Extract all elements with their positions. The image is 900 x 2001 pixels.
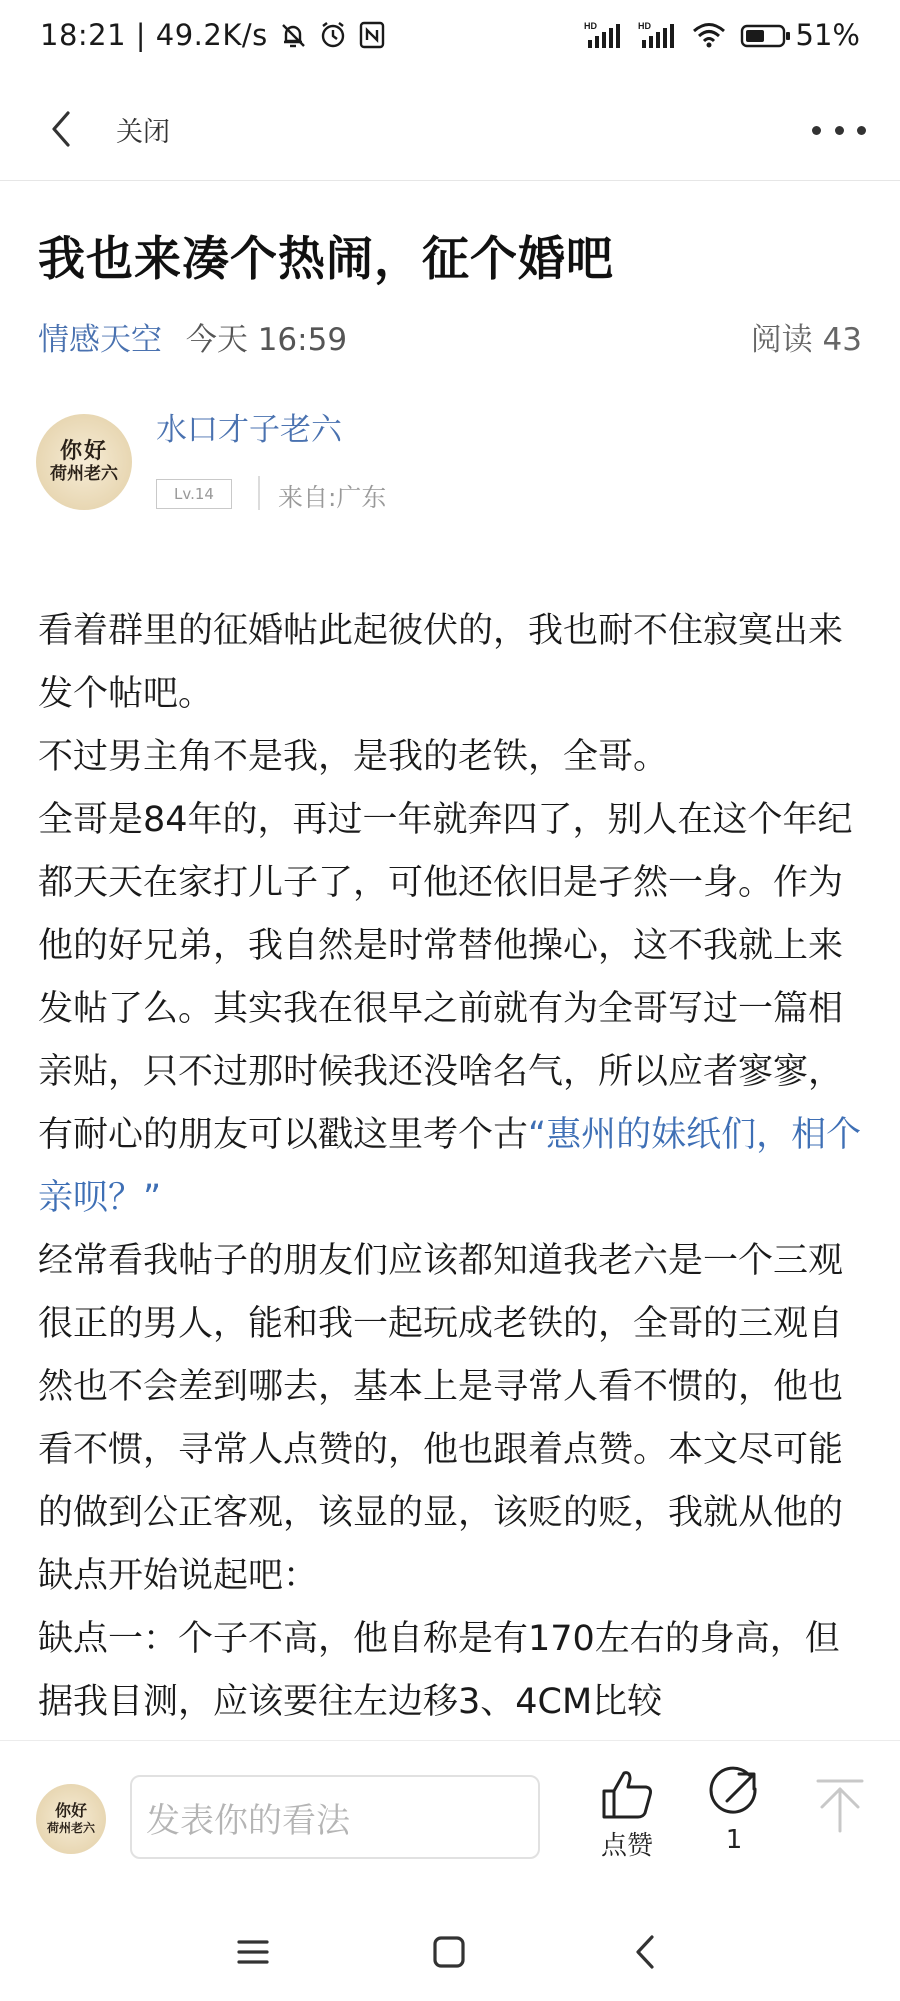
- read-count: 阅读 43: [750, 322, 862, 358]
- status-time-speed: 18:21 | 49.2K/s: [40, 18, 268, 52]
- divider: [258, 476, 260, 510]
- post-body: [38, 600, 870, 1734]
- avatar-text-line2: 荷州老六: [50, 464, 118, 484]
- thumbs-up-icon: [598, 1765, 656, 1823]
- body-paragraph: 经常看我帖子的朋友们应该都知道我老六是一个三观很正的男人，能和我一起玩成老铁的，全哥的三观自然也不会差到哪去，基本上是寻常人看不惯的，他也看不惯，寻常人点赞的，他也跟着点赞。本文尽可能的做到公正客观，该显的显，该贬的贬，我就从他的缺点开始说起吧：: [38, 1241, 844, 1596]
- author-name[interactable]: 水口才子老六: [156, 412, 342, 448]
- post-title: 我也来凑个热闹，征个婚吧: [38, 232, 614, 287]
- body-paragraph: 缺点一：个子不高，他自称是有170左右的身高，但据我目测，应该要往左边移3、4CM比较: [38, 1619, 840, 1722]
- hd-signal-icon: [638, 20, 678, 50]
- comment-placeholder: 发表你的看法: [146, 1800, 350, 1841]
- body-paragraph: 看着群里的征婚帖此起彼伏的，我也耐不住寂寞出来发个帖吧。: [38, 611, 844, 714]
- author-location: 来自:广东: [278, 483, 387, 512]
- level-badge: Lv.14: [156, 479, 232, 509]
- menu-icon: [236, 1937, 270, 1967]
- menu-button[interactable]: [228, 1930, 278, 1974]
- body-paragraph: [38, 789, 870, 1230]
- author-avatar[interactable]: [36, 414, 132, 510]
- avatar-text-line1: 你好: [59, 438, 108, 464]
- hd-signal-icon: [584, 20, 624, 50]
- like-button[interactable]: [590, 1765, 664, 1875]
- like-label: 点赞: [600, 1831, 653, 1861]
- avatar-text-line2: 荷州老六: [46, 1821, 95, 1835]
- share-icon: [705, 1765, 763, 1823]
- home-square-icon: [432, 1935, 466, 1969]
- share-button[interactable]: [700, 1765, 768, 1875]
- chevron-left-icon: [632, 1934, 658, 1970]
- battery-percent: 51%: [795, 18, 860, 52]
- nfc-icon: [358, 20, 386, 50]
- more-dot-icon: [857, 126, 866, 135]
- status-bar: [0, 0, 900, 80]
- back-to-top-button[interactable]: [812, 1773, 868, 1837]
- battery-icon: [740, 20, 792, 50]
- user-avatar[interactable]: [36, 1784, 106, 1854]
- comment-input[interactable]: [130, 1775, 540, 1859]
- category-link[interactable]: 情感天空: [38, 322, 162, 358]
- svg-text:HD: HD: [637, 21, 651, 31]
- close-button[interactable]: 关闭: [116, 117, 170, 148]
- avatar-text-line1: 你好: [54, 1801, 87, 1820]
- more-dot-icon: [812, 126, 821, 135]
- post-time: 今天 16:59: [185, 322, 348, 358]
- body-text: 全哥是84年的，再过一年就奔四了，别人在这个年纪都天天在家打儿子了，可他还依旧是孑然一身。作为他的好兄弟，我自然是时常替他操心，这不我就上来发帖了么。其实我在很早之前就有为全哥写过一篇相亲贴，只不过那时候我还没啥名气，所以应者寥寥，有耐心的朋友可以戳这里考个古: [38, 800, 853, 1155]
- back-to-top-icon: [812, 1773, 868, 1837]
- back-button[interactable]: [36, 104, 86, 154]
- wifi-icon: [692, 20, 726, 50]
- status-right: [570, 18, 860, 52]
- alarm-icon: [318, 20, 348, 50]
- share-count: 1: [725, 1825, 743, 1855]
- system-nav-bar: [0, 1900, 900, 2000]
- post-meta: [38, 314, 862, 359]
- body-paragraph: 不过男主角不是我，是我的老铁，全哥。: [38, 737, 669, 777]
- mute-bell-icon: [278, 20, 308, 50]
- more-button[interactable]: [812, 110, 866, 150]
- chevron-left-icon: [46, 109, 76, 149]
- home-button[interactable]: [424, 1930, 474, 1974]
- system-back-button[interactable]: [620, 1930, 670, 1974]
- post-link[interactable]: “惠州的妹纸们，相个亲呗？”: [38, 1115, 862, 1218]
- more-dot-icon: [835, 126, 844, 135]
- top-nav: [0, 80, 900, 181]
- status-left: [40, 18, 386, 52]
- svg-text:HD: HD: [583, 21, 597, 31]
